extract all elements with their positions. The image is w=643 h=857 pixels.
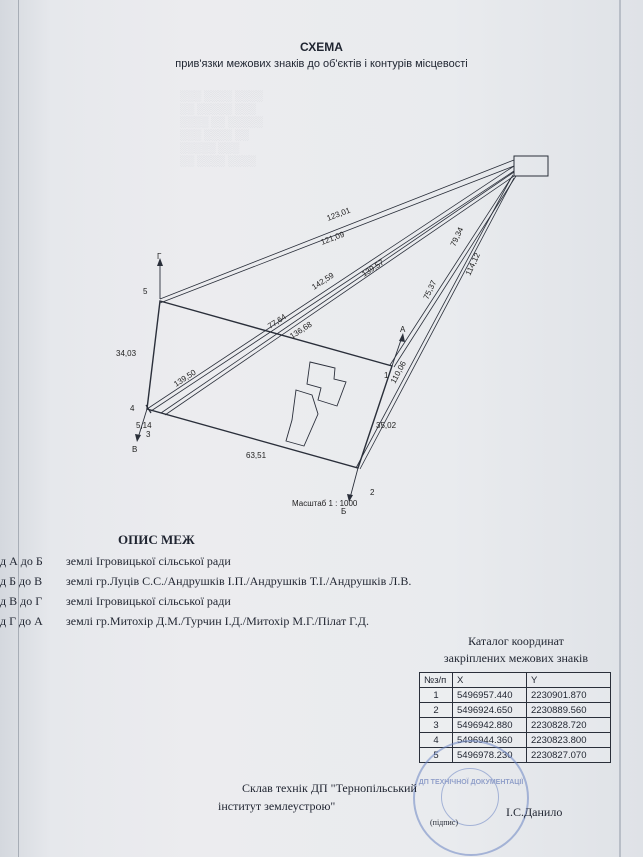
column-header: X bbox=[453, 673, 527, 688]
distance-label: 110,06 bbox=[388, 359, 408, 385]
letter-label: А bbox=[400, 325, 406, 334]
point-label: 4 bbox=[130, 404, 135, 413]
point-label: 2 bbox=[370, 488, 375, 497]
cell-number: 3 bbox=[420, 718, 453, 733]
distance-label: 142,59 bbox=[310, 270, 336, 292]
distance-label: 77,64 bbox=[266, 312, 288, 331]
column-header: Y bbox=[527, 673, 611, 688]
boundary-description: землі Ігровицької сільської ради bbox=[66, 594, 231, 608]
compiler-line-2: інститут землеустрою" bbox=[218, 799, 336, 813]
distance-label: 75,37 bbox=[421, 278, 439, 301]
table-row bbox=[420, 688, 611, 703]
boundary-row bbox=[0, 594, 460, 614]
distance-label: 5,14 bbox=[136, 421, 152, 430]
column-header: №з/п bbox=[420, 673, 453, 688]
scheme-subtitle: прив'язки межових знаків до об'єктів і контурів місцевості bbox=[175, 58, 468, 70]
letter-label: Г bbox=[157, 252, 162, 261]
cell-y: 2230828.720 bbox=[527, 718, 611, 733]
point-label: 3 bbox=[146, 430, 151, 439]
arrow-b bbox=[350, 468, 358, 498]
boundaries-title: ОПИС МЕЖ bbox=[118, 532, 195, 547]
distance-label: 136,68 bbox=[288, 319, 314, 341]
stamp-text: ДП ТЕХНІЧНОЇ ДОКУМЕНТАЦІЇ bbox=[418, 779, 524, 786]
reference-object bbox=[514, 156, 548, 176]
cell-x: 5496942.880 bbox=[453, 718, 527, 733]
cell-y: 2230901.870 bbox=[527, 688, 611, 703]
boundary-row bbox=[0, 614, 460, 634]
official-stamp bbox=[413, 740, 529, 856]
cell-number: 1 bbox=[420, 688, 453, 703]
cell-number: 5 bbox=[420, 748, 453, 763]
boundary-segment: д Б до В bbox=[0, 574, 43, 588]
letter-label: В bbox=[132, 445, 138, 454]
cell-x: 5496957.440 bbox=[453, 688, 527, 703]
table-header-row bbox=[420, 673, 611, 688]
distance-label: 121,09 bbox=[319, 229, 346, 247]
tie-lines bbox=[147, 160, 516, 469]
catalog-title: Каталог координат bbox=[468, 634, 564, 648]
boundary-row bbox=[0, 554, 460, 574]
point-label: 1 bbox=[384, 371, 389, 380]
letter-label: Б bbox=[341, 507, 347, 516]
cell-y: 2230827.070 bbox=[527, 748, 611, 763]
cell-x: 5496944.360 bbox=[453, 733, 527, 748]
table-row bbox=[420, 718, 611, 733]
boundary-segment: д А до Б bbox=[0, 554, 43, 568]
distance-label: 79,34 bbox=[448, 225, 466, 248]
distance-label: 63,51 bbox=[246, 451, 267, 460]
distance-label: 34,03 bbox=[116, 349, 137, 358]
bleed-through-text: ░░░ ░░░░ ░░░░ ░░ ░░░░░ ░░░ ░░░░ ░░ ░░░░░ ░░░ ░░░░ ░░ ░░░░░ ░░░ ░░ ░░░░ ░░░░ bbox=[180, 91, 263, 167]
boundary-description: землі Ігровицької сільської ради bbox=[66, 554, 231, 568]
boundary-description: землі гр.Луців С.С./Андрушків І.П./Андрушків Т.І./Андрушків Л.В. bbox=[66, 574, 412, 588]
table-row bbox=[420, 703, 611, 718]
catalog-subtitle: закріплених межових знаків bbox=[443, 651, 589, 665]
cell-x: 5496924.650 bbox=[453, 703, 527, 718]
cell-y: 2230823.800 bbox=[527, 733, 611, 748]
scale-label: Масштаб 1 : 1000 bbox=[292, 499, 358, 508]
cell-number: 2 bbox=[420, 703, 453, 718]
scheme-title: СХЕМА bbox=[300, 40, 343, 54]
signer-name: І.С.Данило bbox=[506, 805, 563, 819]
cell-number: 4 bbox=[420, 733, 453, 748]
cell-x: 5496978.230 bbox=[453, 748, 527, 763]
distance-label: 35,02 bbox=[376, 421, 397, 430]
distance-label: 139,50 bbox=[172, 367, 198, 389]
boundaries-list bbox=[0, 554, 460, 634]
boundary-segment: д В до Г bbox=[0, 594, 43, 608]
building-1 bbox=[307, 362, 346, 406]
distance-label: 139,57 bbox=[360, 257, 386, 279]
boundary-row bbox=[0, 574, 460, 594]
boundary-description: землі гр.Митохір Д.М./Турчин І.Д./Митохір М.Г./Пілат Г.Д. bbox=[66, 614, 369, 628]
building-2 bbox=[286, 390, 318, 446]
distance-label: 114,12 bbox=[463, 251, 482, 277]
signature-caption: (підпис) bbox=[430, 818, 459, 827]
cell-y: 2230889.560 bbox=[527, 703, 611, 718]
compiler-line-1: Склав технік ДП "Тернопільський bbox=[242, 781, 417, 795]
boundary-segment: д Г до А bbox=[0, 614, 43, 628]
distance-label: 123,01 bbox=[325, 205, 352, 223]
point-label: 5 bbox=[143, 287, 148, 296]
